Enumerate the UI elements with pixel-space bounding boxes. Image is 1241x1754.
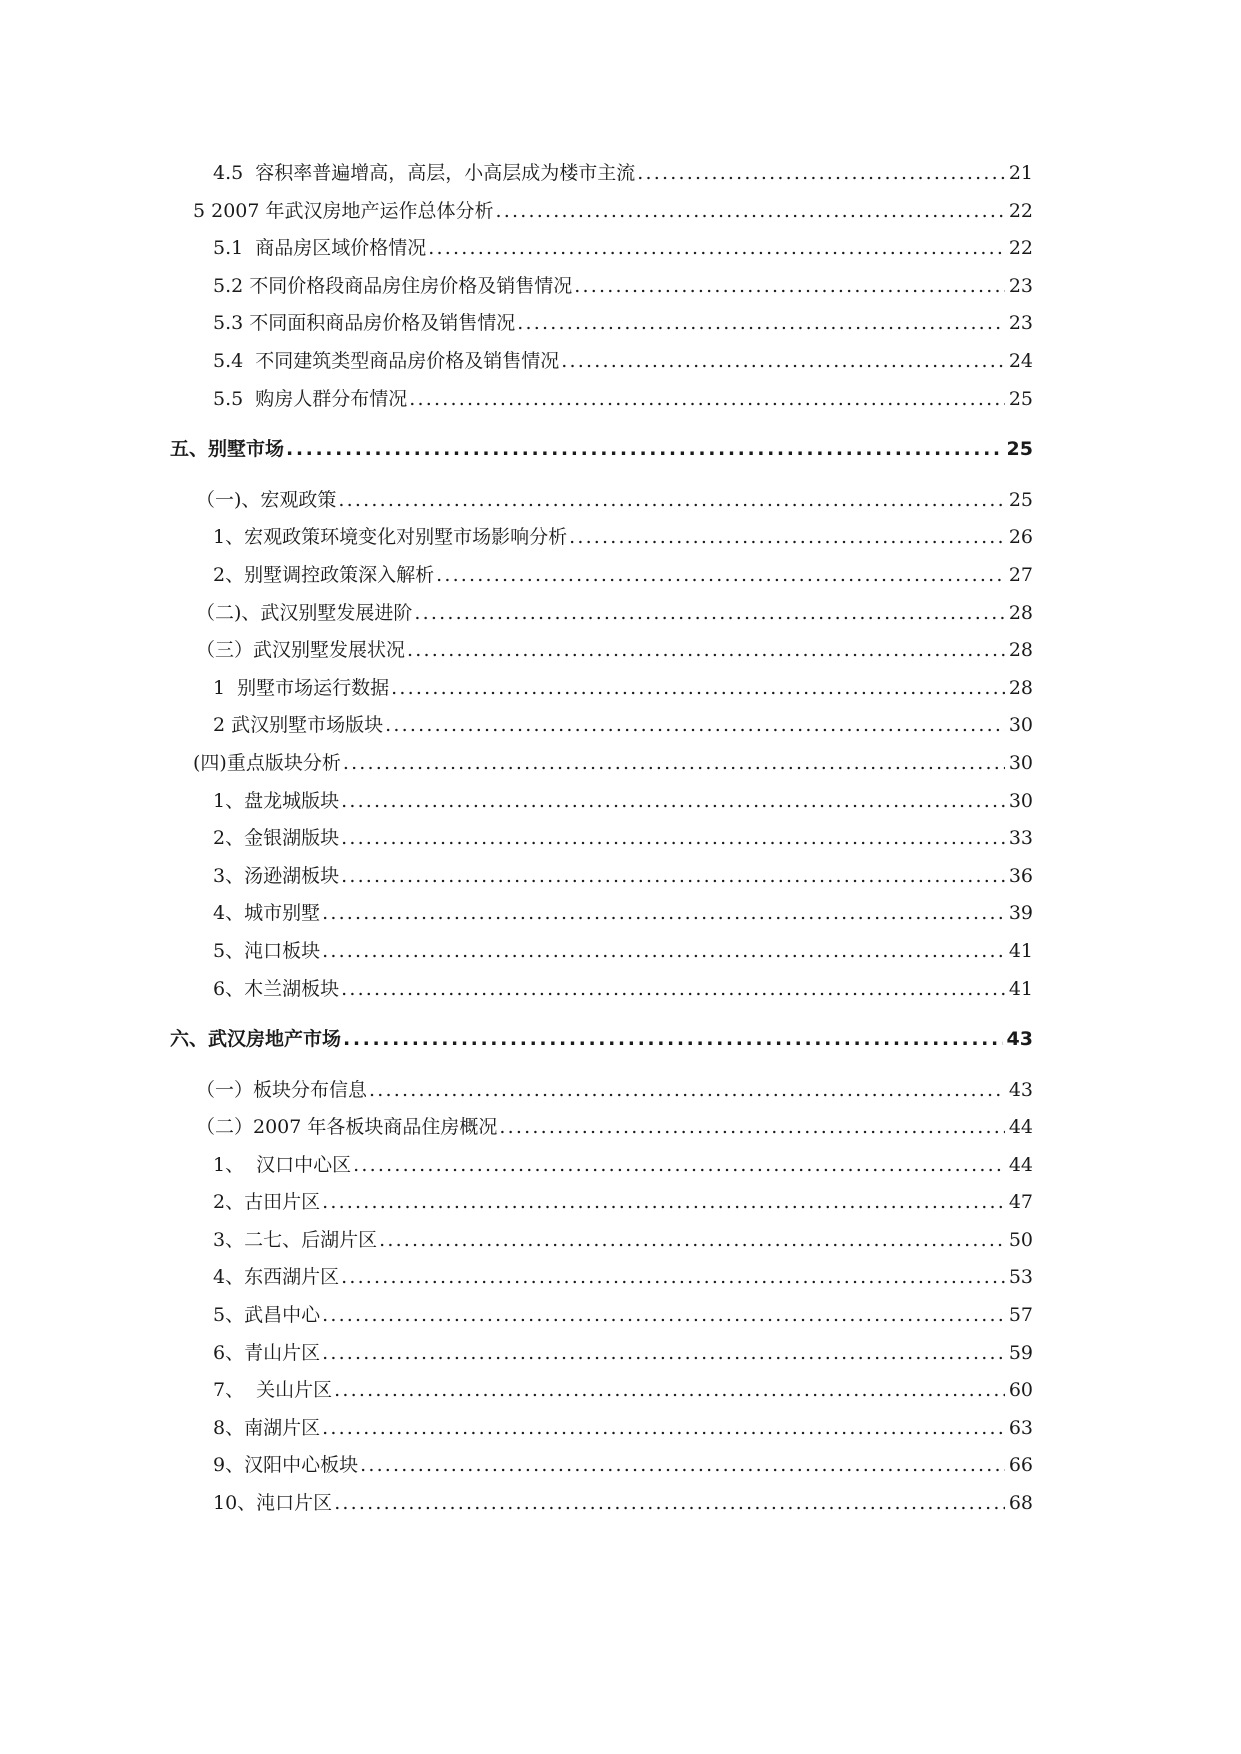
toc-entry-label: 1、盘龙城版块 [213,790,340,812]
toc-entry[interactable] [0,1075,1241,1105]
dot-leader [322,1342,1005,1364]
toc-entry-page: 57 [1008,1304,1033,1326]
toc-entry[interactable] [0,974,1241,1004]
toc-entry-page: 33 [1008,827,1033,849]
toc-entry-page: 41 [1008,940,1033,962]
toc-entry-label: （二)、武汉别墅发展进阶 [196,602,413,624]
toc-entry[interactable] [0,823,1241,853]
dot-leader [341,790,1005,812]
toc-entry-page: 30 [1008,714,1033,736]
toc-entry[interactable] [0,898,1241,928]
dot-leader [407,639,1005,661]
toc-entry-page: 23 [1008,312,1033,334]
toc-entry-page: 26 [1008,526,1033,548]
toc-entry-label: 5.2 不同价格段商品房住房价格及销售情况 [213,275,573,297]
toc-entry-label: 7、 关山片区 [213,1379,333,1401]
toc-entry-label: 4、城市别墅 [213,902,321,924]
toc-entry[interactable] [0,1300,1241,1330]
dot-leader [379,1229,1005,1251]
toc-entry-page: 25 [1008,489,1033,511]
toc-entry-label: 2、别墅调控政策深入解析 [213,564,435,586]
toc-entry-label: 4.5 容积率普遍增高，高层，小高层成为楼市主流 [213,162,636,184]
dot-leader [322,902,1005,924]
toc-entry[interactable] [0,1375,1241,1405]
toc-entry[interactable] [0,673,1241,703]
toc-entry[interactable] [0,1225,1241,1255]
toc-entry-page: 30 [1008,752,1033,774]
toc-entry-label: (四)重点版块分析 [193,752,341,774]
toc-entry-page: 28 [1008,602,1033,624]
toc-entry-page: 53 [1008,1266,1033,1288]
toc-entry-page: 24 [1008,350,1033,372]
toc-entry[interactable] [0,158,1241,188]
toc-entry-page: 28 [1008,677,1033,699]
dot-leader [428,237,1005,259]
toc-entry-label: 1、宏观政策环境变化对别墅市场影响分析 [213,526,568,548]
toc-entry[interactable] [0,346,1241,376]
dot-leader [338,489,1004,511]
toc-entry-page: 60 [1008,1379,1033,1401]
toc-entry-label: 6、木兰湖板块 [213,978,340,1000]
dot-leader [341,827,1005,849]
toc-entry-page: 59 [1008,1342,1033,1364]
dot-leader [409,388,1005,410]
dot-leader [341,978,1005,1000]
toc-entry-label: 3、汤逊湖板块 [213,865,340,887]
dot-leader [341,865,1005,887]
toc-entry[interactable] [0,384,1241,414]
toc-entry-label: 1 别墅市场运行数据 [213,677,390,699]
toc-section-label: 武汉房地产市场 [208,1028,342,1050]
toc-entry-label: 3、二七、后湖片区 [213,1229,378,1251]
toc-entry[interactable] [0,560,1241,590]
toc-entry-label: 9、汉阳中心板块 [213,1454,359,1476]
dot-leader [369,1079,1005,1101]
dot-leader [569,526,1005,548]
dot-leader [391,677,1005,699]
dot-leader [343,1028,1003,1050]
toc-entry-page: 28 [1008,639,1033,661]
toc-entry-page: 23 [1008,275,1033,297]
toc-section-label: 别墅市场 [208,438,285,460]
toc-entry-label: 8、南湖片区 [213,1417,321,1439]
toc-entry-page: 44 [1008,1154,1033,1176]
toc-entry-page: 30 [1008,790,1033,812]
toc-entry[interactable] [0,861,1241,891]
toc-entry[interactable] [0,271,1241,301]
toc-entry-label: 2、古田片区 [213,1191,321,1213]
toc-entry-label: （一）板块分布信息 [196,1079,368,1101]
toc-section-number: 六、 [170,1028,209,1050]
toc-entry-label: 5、武昌中心 [213,1304,321,1326]
toc-entry[interactable] [0,1488,1241,1518]
toc-entry-page: 66 [1008,1454,1033,1476]
toc-entry-page: 41 [1008,978,1033,1000]
toc-entry[interactable] [0,1338,1241,1368]
toc-entry-label: 5.3 不同面积商品房价格及销售情况 [213,312,516,334]
dot-leader [436,564,1005,586]
dot-leader [385,714,1005,736]
dot-leader [322,1417,1005,1439]
toc-entry[interactable] [0,1413,1241,1443]
dot-leader [343,752,1005,774]
toc-entry-page: 63 [1008,1417,1033,1439]
dot-leader [334,1379,1005,1401]
toc-entry-page: 25 [1008,388,1033,410]
toc-entry[interactable] [0,748,1241,778]
toc-entry-label: 5 2007 年武汉房地产运作总体分析 [193,200,494,222]
toc-entry-label: 6、青山片区 [213,1342,321,1364]
toc-entry-page: 50 [1008,1229,1033,1251]
toc-entry-page: 22 [1008,200,1033,222]
toc-entry[interactable] [0,1450,1241,1480]
toc-entry-page: 22 [1008,237,1033,259]
toc-section[interactable] [0,434,1241,464]
toc-entry-page: 68 [1008,1492,1033,1514]
toc-entry-label: 10、沌口片区 [213,1492,333,1514]
toc-section-page: 25 [1006,438,1033,460]
dot-leader [322,940,1005,962]
toc-entry-label: 5.5 购房人群分布情况 [213,388,408,410]
toc-entry-label: （一)、宏观政策 [196,489,337,511]
toc-entry[interactable] [0,308,1241,338]
toc-entry[interactable] [0,598,1241,628]
dot-leader [341,1266,1005,1288]
toc-entry-label: （三）武汉别墅发展状况 [196,639,406,661]
toc-section[interactable] [0,1024,1241,1054]
toc-entry-label: 5.4 不同建筑类型商品房价格及销售情况 [213,350,560,372]
toc-entry-label: 2、金银湖版块 [213,827,340,849]
toc-entry[interactable] [0,786,1241,816]
toc-entry[interactable] [0,1112,1241,1142]
dot-leader [499,1116,1004,1138]
toc-entry-label: 5.1 商品房区域价格情况 [213,237,427,259]
toc-entry-label: 4、东西湖片区 [213,1266,340,1288]
toc-entry-page: 36 [1008,865,1033,887]
dot-leader [637,162,1005,184]
toc-entry[interactable] [0,522,1241,552]
toc-entry-label: 1、 汉口中心区 [213,1154,352,1176]
toc-entry-page: 27 [1008,564,1033,586]
toc-section-page: 43 [1006,1028,1033,1050]
toc-section-number: 五、 [170,438,209,460]
toc-entry[interactable] [0,710,1241,740]
toc-entry[interactable] [0,1187,1241,1217]
toc-entry-page: 39 [1008,902,1033,924]
toc-entry-page: 43 [1008,1079,1033,1101]
toc-entry-label: 2 武汉别墅市场版块 [213,714,384,736]
dot-leader [322,1191,1005,1213]
dot-leader [286,438,1003,460]
toc-entry[interactable] [0,233,1241,263]
dot-leader [322,1304,1005,1326]
toc-entry-label: 5、沌口板块 [213,940,321,962]
toc-entry[interactable] [0,1262,1241,1292]
toc-entry[interactable] [0,635,1241,665]
dot-leader [360,1454,1005,1476]
toc-entry[interactable] [0,485,1241,515]
toc-entry-page: 47 [1008,1191,1033,1213]
toc-entry-page: 21 [1008,162,1033,184]
toc-entry-label: （二）2007 年各板块商品住房概况 [196,1116,498,1138]
dot-leader [517,312,1005,334]
dot-leader [574,275,1005,297]
dot-leader [414,602,1004,624]
toc-entry[interactable] [0,936,1241,966]
dot-leader [353,1154,1005,1176]
dot-leader [334,1492,1005,1514]
toc-entry-page: 44 [1008,1116,1033,1138]
toc-entry[interactable] [0,1150,1241,1180]
dot-leader [496,200,1005,222]
toc-entry[interactable] [0,196,1241,226]
dot-leader [561,350,1005,372]
